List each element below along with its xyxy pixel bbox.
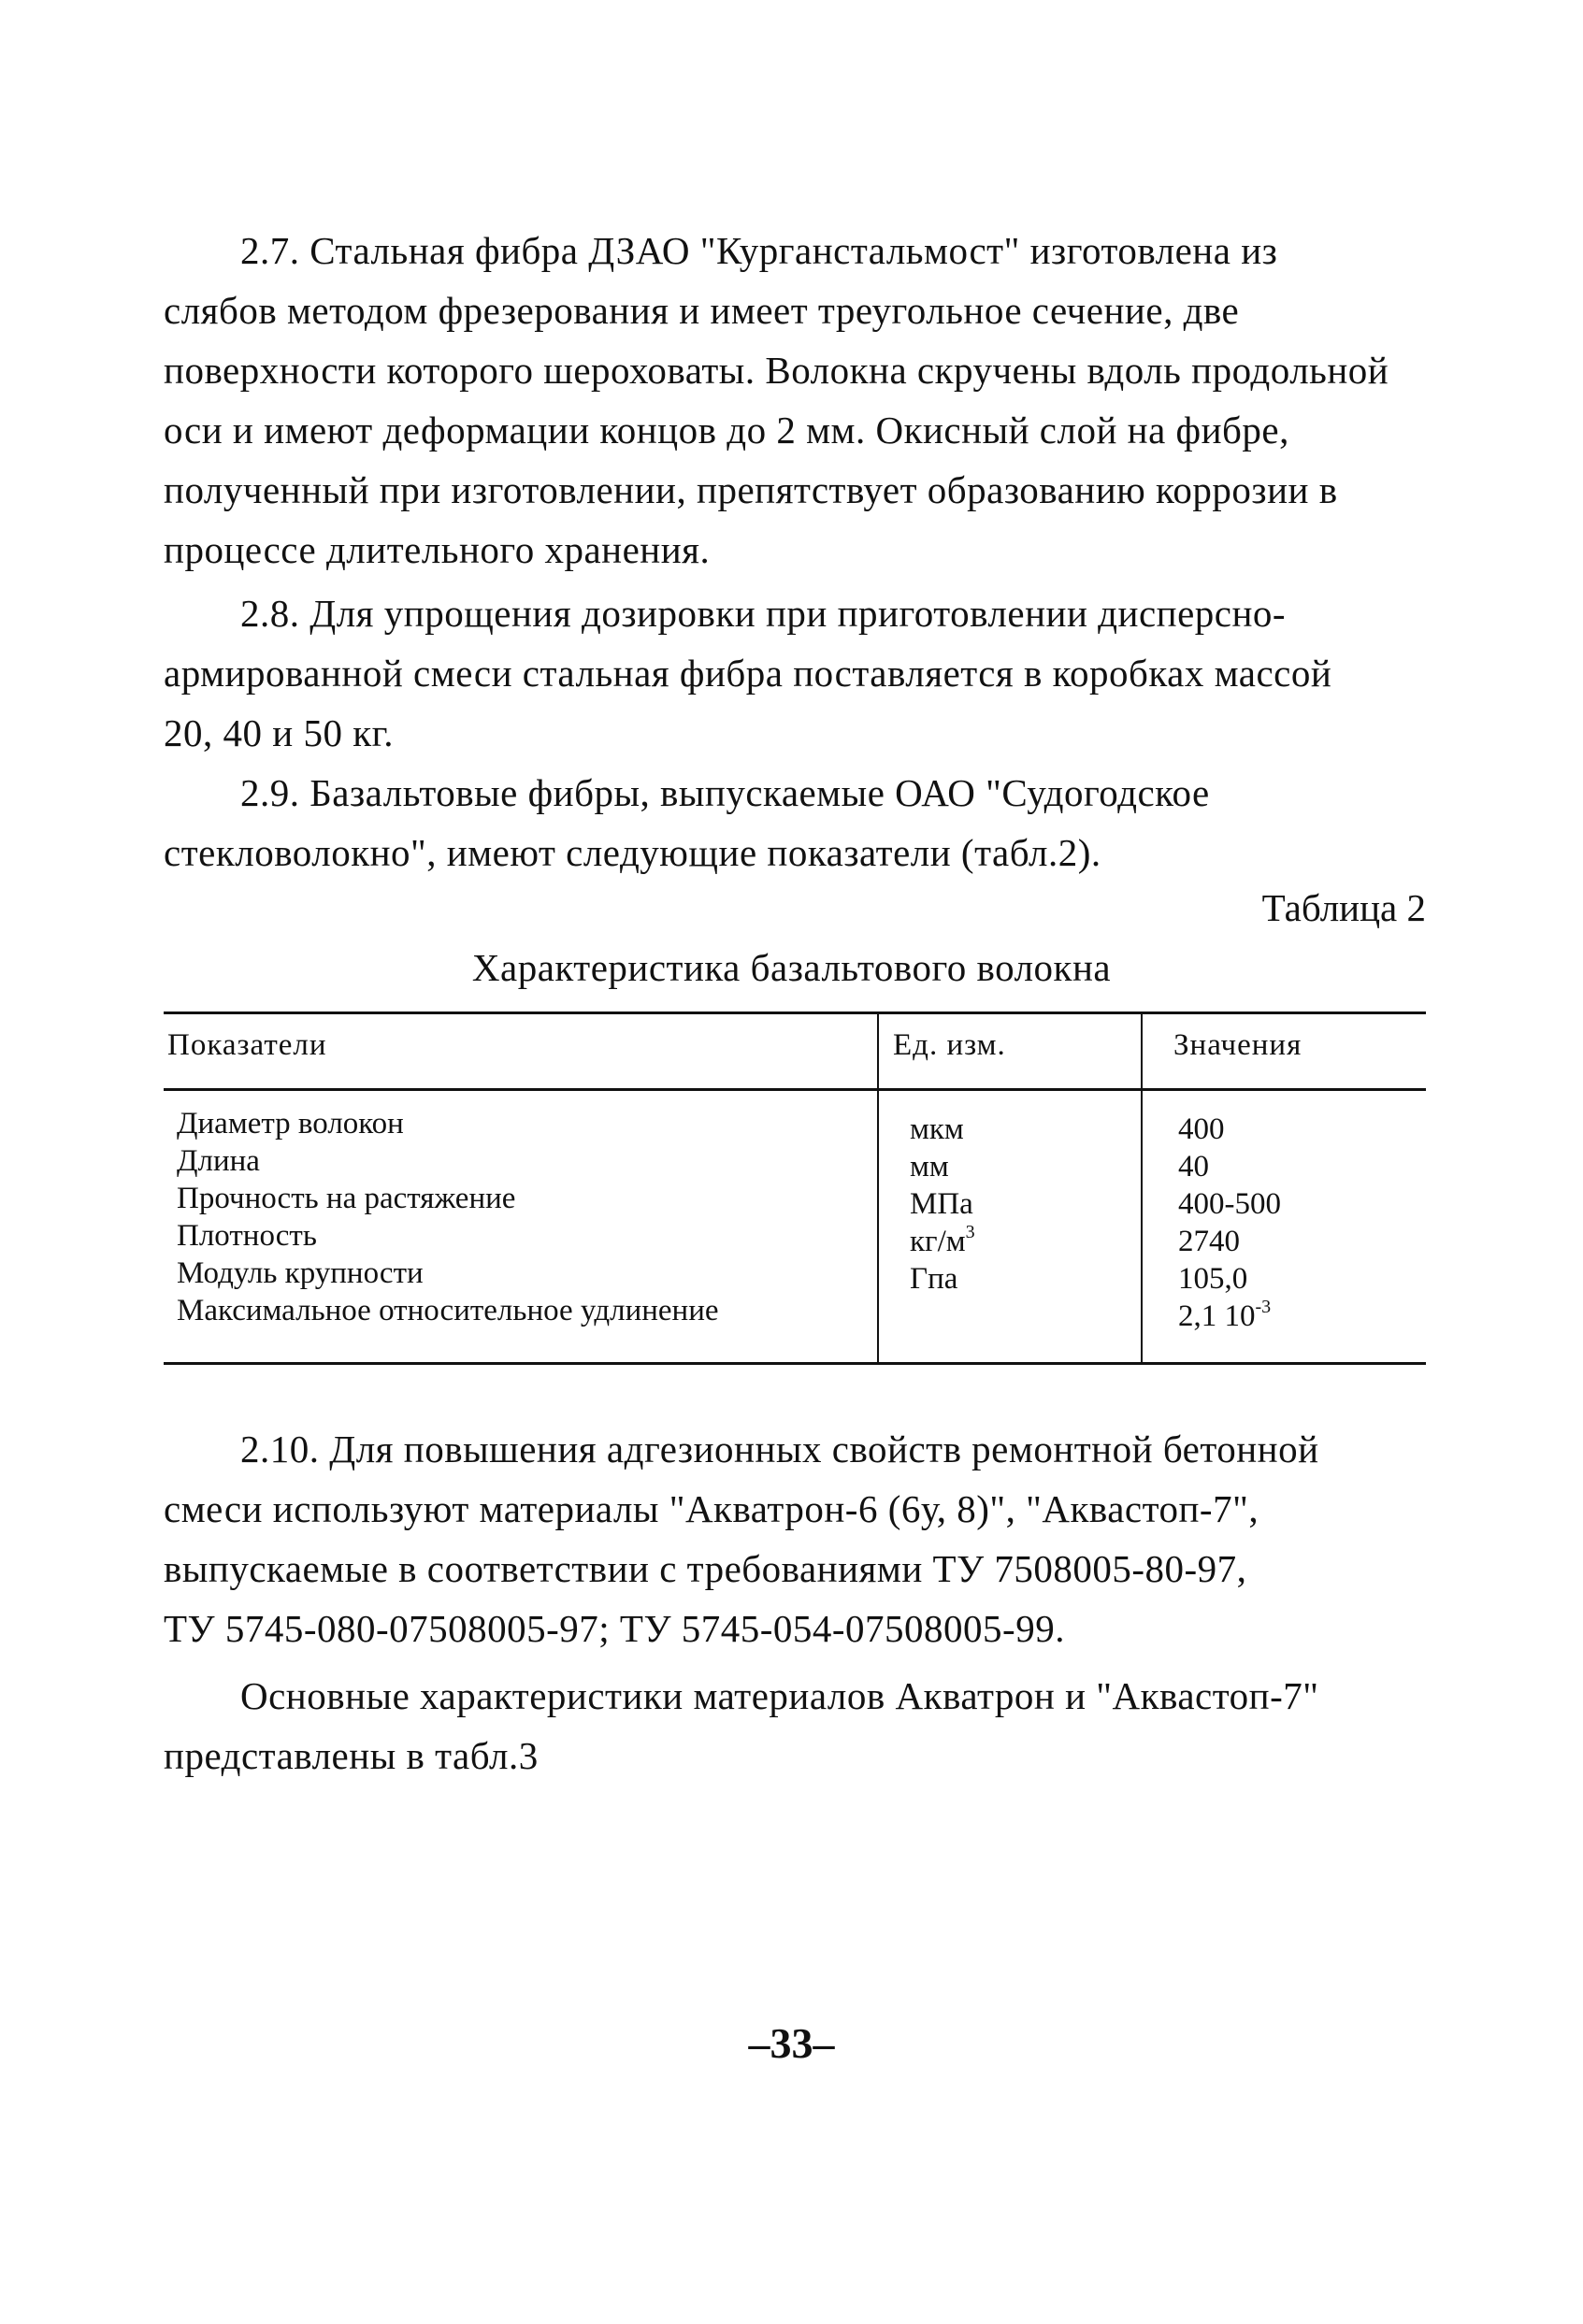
paragraph-basic-characteristics (164, 1666, 1426, 1786)
table-column-divider (877, 1011, 879, 1362)
text-line: армированной смеси стальная фибра поставляется в коробках массой (164, 652, 1332, 695)
text-line: 2.9. Базальтовые фибры, выпускаемые ОАО "Судогодское (240, 771, 1210, 814)
text-line: ТУ 5745-080-07508005-97; ТУ 5745-054-07508005-99. (164, 1607, 1065, 1650)
text-line: оси и имеют деформации концов до 2 мм. Окисный слой на фибре, (164, 409, 1289, 452)
table-cell-unit (910, 1223, 975, 1260)
text-line: Основные характеристики материалов Акватрон и "Аквастоп-7" (240, 1674, 1319, 1717)
table-cell-unit: мм (910, 1150, 949, 1184)
table-cell-indicator: Прочность на растяжение (177, 1182, 516, 1215)
text-line: слябов методом фрезерования и имеет треугольное сечение, две (164, 289, 1240, 332)
table-top-rule (164, 1011, 1426, 1014)
table-basalt-fiber (164, 1011, 1426, 1365)
header-unit: Ед. изм. (893, 1028, 1006, 1062)
text-line: 2.8. Для упрощения дозировки при приготовлении дисперсно- (240, 592, 1287, 635)
column-indicators (177, 1105, 719, 1329)
text-line: полученный при изготовлении, препятствует образованию коррозии в (164, 468, 1338, 511)
paragraph-2-9 (164, 763, 1426, 882)
table-bottom-rule (164, 1362, 1426, 1365)
page-number: –33– (748, 2019, 835, 2067)
table-cell-unit: МПа (910, 1187, 973, 1221)
table-cell-indicator: Длина (177, 1144, 260, 1178)
unit-superscript: 3 (965, 1222, 975, 1242)
text-line: 20, 40 и 50 кг. (164, 711, 395, 754)
table-column-divider (1141, 1011, 1143, 1362)
text-line: 2.10. Для повышения адгезионных свойств ремонтной бетонной (240, 1427, 1319, 1470)
table-cell-value: 400 (1178, 1112, 1225, 1146)
table-cell-indicator: Плотность (177, 1219, 317, 1253)
value-superscript: -3 (1255, 1297, 1272, 1317)
paragraph-2-10 (164, 1419, 1426, 1658)
table-cell-value: 2740 (1178, 1225, 1240, 1258)
column-values (1178, 1111, 1281, 1335)
text-line: стекловолокно", имеют следующие показатели (табл.2). (164, 831, 1101, 874)
table-cell-value: 40 (1178, 1150, 1209, 1184)
table-header-rule (164, 1088, 1426, 1091)
text-line: процессе длительного хранения. (164, 528, 711, 571)
text-line: поверхности которого шероховаты. Волокна скручены вдоль продольной (164, 349, 1389, 392)
table-cell-unit (910, 1298, 975, 1335)
paragraph-2-7 (164, 221, 1426, 580)
table-cell-indicator: Модуль крупности (177, 1256, 424, 1290)
unit-text: кг/м (910, 1225, 966, 1258)
table-label: Таблица 2 (1261, 886, 1426, 929)
value-text: 2,1 10 (1178, 1299, 1256, 1333)
table-title: Характеристика базальтового волокна (471, 946, 1112, 989)
table-cell-indicator: Диаметр волокон (177, 1107, 404, 1140)
paragraph-2-8 (164, 583, 1426, 763)
header-indicator: Показатели (167, 1028, 327, 1062)
table-cell-value (1178, 1298, 1281, 1335)
header-value: Значения (1173, 1028, 1302, 1062)
text-line: представлены в табл.3 (164, 1734, 539, 1777)
table-cell-unit: Гпа (910, 1262, 958, 1296)
table-cell-value: 400-500 (1178, 1187, 1281, 1221)
table-cell-indicator: Максимальное относительное удлинение (177, 1294, 719, 1327)
text-line: смеси используют материалы "Акватрон-6 (6у, 8)", "Аквастоп-7", (164, 1487, 1259, 1530)
column-units (910, 1111, 975, 1335)
text-line: выпускаемые в соответствии с требованиями ТУ 7508005-80-97, (164, 1547, 1247, 1590)
table-cell-value: 105,0 (1178, 1262, 1248, 1296)
table-cell-unit: мкм (910, 1112, 964, 1146)
text-line: 2.7. Стальная фибра ДЗАО "Курганстальмост" изготовлена из (240, 229, 1278, 272)
